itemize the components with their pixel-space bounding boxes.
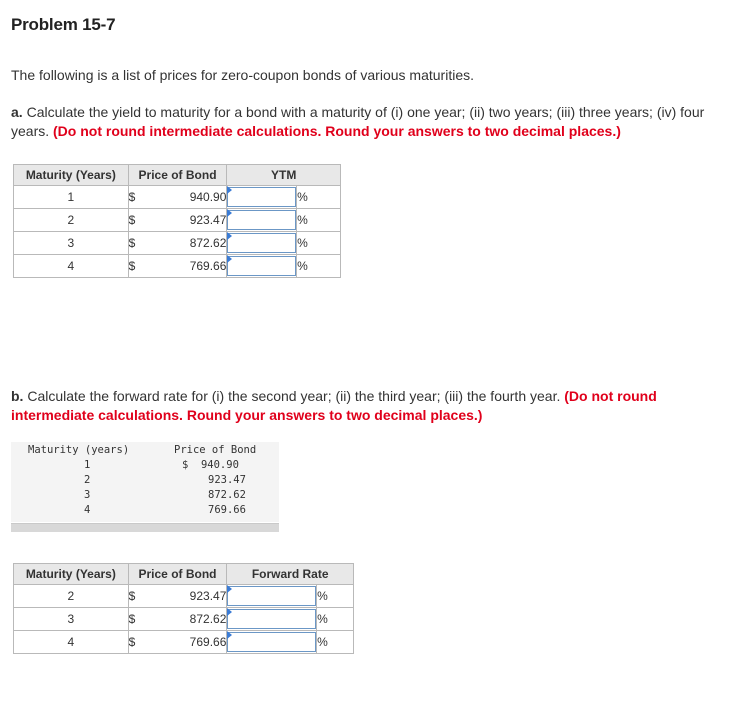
ytm-input-3[interactable] <box>227 233 296 253</box>
forward-input-cell <box>227 585 317 608</box>
maturity-cell: 4 <box>14 255 129 278</box>
horizontal-scrollbar[interactable] <box>11 523 279 532</box>
ref-header-price: Price of Bond <box>174 444 257 456</box>
part-b-question <box>11 387 726 425</box>
forward-rate-input-2[interactable] <box>227 586 316 606</box>
ref-price: 923.47 <box>208 474 246 486</box>
price-cell: 769.66 <box>168 255 227 278</box>
maturity-cell: 2 <box>14 585 129 608</box>
answer-marker-icon <box>227 631 232 639</box>
maturity-cell: 4 <box>14 631 129 654</box>
table-row <box>14 209 341 232</box>
answer-marker-icon <box>227 608 232 616</box>
ytm-table <box>13 164 341 278</box>
reference-data-block <box>11 442 279 522</box>
part-a-label: a. <box>11 104 23 120</box>
header-maturity: Maturity (Years) <box>14 165 129 186</box>
ref-header-maturity: Maturity (years) <box>28 444 130 456</box>
price-cell: 940.90 <box>168 186 227 209</box>
percent-sign: % <box>297 209 341 232</box>
percent-sign: % <box>297 186 341 209</box>
dollar-sign: $ <box>128 186 168 209</box>
percent-sign: % <box>317 585 354 608</box>
intro-text: The following is a list of prices for zero-coupon bonds of various maturities. <box>11 67 474 83</box>
header-price: Price of Bond <box>128 165 227 186</box>
part-a-instruction: (Do not round intermediate calculations. Round your answers to two decimal places.) <box>53 123 621 139</box>
header-price: Price of Bond <box>128 564 227 585</box>
ref-price: 872.62 <box>208 489 246 501</box>
dollar-sign: $ <box>128 232 168 255</box>
maturity-cell: 1 <box>14 186 129 209</box>
answer-marker-icon <box>227 209 232 217</box>
ytm-input-1[interactable] <box>227 187 296 207</box>
table-row <box>14 631 354 654</box>
ref-maturity: 1 <box>84 459 91 471</box>
price-cell: 769.66 <box>168 631 227 654</box>
part-b-label: b. <box>11 388 24 404</box>
answer-marker-icon <box>227 585 232 593</box>
ytm-input-cell <box>227 255 297 278</box>
table-row <box>14 608 354 631</box>
answer-marker-icon <box>227 255 232 263</box>
dollar-sign: $ <box>128 209 168 232</box>
percent-sign: % <box>317 608 354 631</box>
ref-maturity: 4 <box>84 504 91 516</box>
table-row <box>14 585 354 608</box>
forward-input-cell <box>227 631 317 654</box>
ytm-input-cell <box>227 209 297 232</box>
forward-rate-input-4[interactable] <box>227 632 316 652</box>
header-ytm: YTM <box>227 165 341 186</box>
forward-input-cell <box>227 608 317 631</box>
price-cell: 923.47 <box>168 209 227 232</box>
part-b-text: Calculate the forward rate for (i) the second year; (ii) the third year; (iii) the fourth year. <box>27 388 561 404</box>
table-row <box>14 255 341 278</box>
forward-rate-input-3[interactable] <box>227 609 316 629</box>
dollar-sign: $ <box>128 608 168 631</box>
answer-marker-icon <box>227 186 232 194</box>
ref-maturity: 3 <box>84 489 91 501</box>
table-row <box>14 186 341 209</box>
ytm-input-cell <box>227 186 297 209</box>
table-row <box>14 232 341 255</box>
answer-marker-icon <box>227 232 232 240</box>
maturity-cell: 3 <box>14 232 129 255</box>
forward-rate-table <box>13 563 354 654</box>
dollar-sign: $ <box>128 631 168 654</box>
header-forward-rate: Forward Rate <box>227 564 354 585</box>
part-a-question <box>11 103 726 141</box>
ytm-input-2[interactable] <box>227 210 296 230</box>
maturity-cell: 3 <box>14 608 129 631</box>
dollar-sign: $ <box>128 585 168 608</box>
part-b-instruction: (Do not round intermediate calculations. Round your answers to two decimal places.) <box>11 388 657 423</box>
price-cell: 923.47 <box>168 585 227 608</box>
part-a-text: Calculate the yield to maturity for a bond with a maturity of (i) one year; (ii) two years; (iii) three years; (iv) four years. <box>11 104 705 139</box>
dollar-sign: $ <box>128 255 168 278</box>
ref-maturity: 2 <box>84 474 91 486</box>
percent-sign: % <box>297 232 341 255</box>
maturity-cell: 2 <box>14 209 129 232</box>
percent-sign: % <box>317 631 354 654</box>
problem-title: Problem 15-7 <box>11 15 116 34</box>
ref-price: 769.66 <box>208 504 246 516</box>
price-cell: 872.62 <box>168 232 227 255</box>
percent-sign: % <box>297 255 341 278</box>
ytm-input-cell <box>227 232 297 255</box>
ref-price: $ 940.90 <box>182 459 239 471</box>
header-maturity: Maturity (Years) <box>14 564 129 585</box>
price-cell: 872.62 <box>168 608 227 631</box>
ytm-input-4[interactable] <box>227 256 296 276</box>
